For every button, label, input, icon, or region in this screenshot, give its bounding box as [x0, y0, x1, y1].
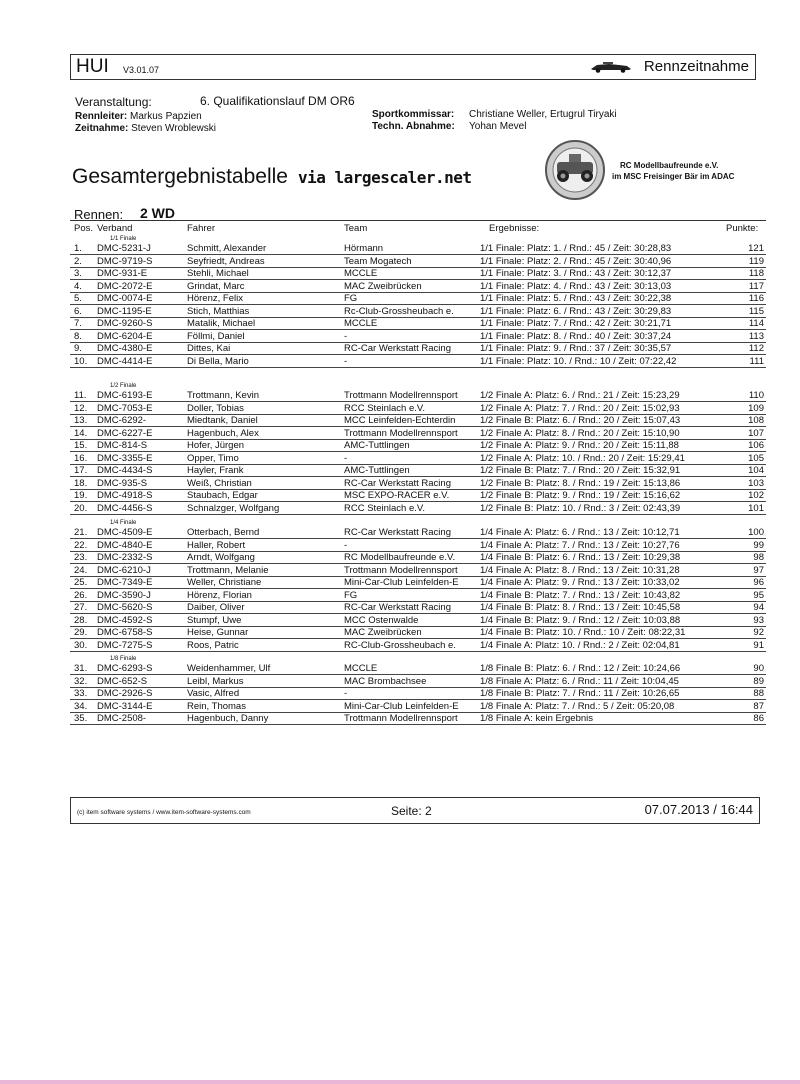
row-fahrer: Weiß, Christian [187, 477, 252, 489]
row-pos: 28. [74, 614, 88, 626]
row-ergebnis: 1/2 Finale B: Platz: 8. / Rnd.: 19 / Zeit: 15:13,86 [480, 477, 681, 489]
row-verband: DMC-6292- [97, 415, 147, 426]
row-team: MAC Brombachsee [344, 675, 427, 687]
row-ergebnis: 1/2 Finale A: Platz: 9. / Rnd.: 20 / Zeit: 15:11,88 [480, 440, 679, 451]
race-label: Rennen: [74, 207, 124, 222]
row-team: Trottmann Modellrennsport [344, 390, 458, 401]
group-label: 1/4 Finale [110, 520, 137, 526]
row-punkte: 109 [748, 402, 764, 414]
row-ergebnis: 1/4 Finale B: Platz: 8. / Rnd.: 13 / Zeit: 10:45,58 [480, 602, 681, 613]
row-divider [70, 514, 766, 515]
row-ergebnis: 1/1 Finale: Platz: 3. / Rnd.: 43 / Zeit: 30:12,37 [480, 268, 672, 279]
row-punkte: 111 [749, 355, 764, 367]
row-pos: 23. [74, 552, 88, 563]
row-pos: 17. [74, 465, 88, 476]
col-ergebnisse: Ergebnisse: [489, 223, 540, 234]
row-verband: DMC-814-S [97, 440, 148, 451]
row-team: RC-Car Werkstatt Racing [344, 477, 451, 489]
row-verband: DMC-4509-E [97, 527, 153, 538]
row-fahrer: Leibl, Markus [187, 675, 244, 687]
row-pos: 9. [74, 343, 82, 354]
row-pos: 22. [74, 539, 88, 551]
row-fahrer: Grindat, Marc [187, 280, 245, 292]
col-team: Team [344, 223, 368, 234]
row-pos: 31. [74, 663, 88, 674]
row-fahrer: Arndt, Wolfgang [187, 552, 255, 563]
row-pos: 33. [74, 688, 88, 699]
row-punkte: 110 [748, 390, 764, 401]
row-verband: DMC-3144-E [97, 700, 153, 712]
row-team: Trottmann Modellrennsport [344, 427, 458, 439]
row-verband: DMC-0074-E [97, 293, 153, 304]
row-pos: 18. [74, 477, 88, 489]
row-verband: DMC-6293-S [97, 663, 153, 674]
row-verband: DMC-6193-E [97, 390, 153, 401]
row-team: AMC-Tuttlingen [344, 465, 410, 476]
row-ergebnis: 1/8 Finale B: Platz: 6. / Rnd.: 12 / Zeit: 10:24,66 [480, 663, 681, 674]
row-punkte: 107 [748, 427, 764, 439]
row-pos: 8. [74, 330, 82, 342]
event-value: 6. Qualifikationslauf DM OR6 [200, 94, 355, 108]
row-punkte: 117 [748, 280, 764, 292]
row-ergebnis: 1/2 Finale A: Platz: 6. / Rnd.: 21 / Zeit: 15:23,29 [480, 390, 680, 401]
row-pos: 12. [74, 402, 88, 414]
row-pos: 14. [74, 427, 88, 439]
row-pos: 19. [74, 490, 88, 501]
row-team: RC-Car Werkstatt Racing [344, 343, 451, 354]
footer [70, 797, 760, 824]
row-verband: DMC-6758-S [97, 627, 153, 638]
row-team: Mini-Car-Club Leinfelden-E [344, 700, 459, 712]
row-ergebnis: 1/4 Finale B: Platz: 6. / Rnd.: 13 / Zeit: 10:29,38 [480, 552, 681, 563]
row-team: Trottmann Modellrennsport [344, 713, 458, 724]
row-team: MAC Zweibrücken [344, 627, 422, 638]
row-fahrer: Trottmann, Kevin [187, 390, 259, 401]
row-verband: DMC-1195-E [97, 305, 152, 317]
row-fahrer: Trottmann, Melanie [187, 564, 269, 576]
row-pos: 15. [74, 440, 88, 451]
row-divider [70, 724, 766, 725]
row-team: - [344, 330, 348, 342]
row-verband: DMC-6204-E [97, 330, 153, 342]
row-ergebnis: 1/4 Finale A: Platz: 9. / Rnd.: 13 / Zeit: 10:33,02 [480, 577, 680, 588]
row-verband: DMC-4592-S [97, 614, 153, 626]
row-verband: DMC-2332-S [97, 552, 153, 563]
race-value: 2 WD [140, 205, 175, 221]
row-punkte: 95 [753, 589, 764, 601]
row-ergebnis: 1/1 Finale: Platz: 7. / Rnd.: 42 / Zeit: 30:21,71 [480, 318, 672, 329]
row-ergebnis: 1/2 Finale B: Platz: 10. / Rnd.: 3 / Zeit: 02:43,39 [480, 502, 681, 514]
tech-label: Techn. Abnahme: [372, 121, 455, 132]
row-punkte: 108 [748, 415, 764, 426]
row-pos: 20. [74, 502, 88, 514]
row-fahrer: Heise, Gunnar [187, 627, 249, 638]
row-pos: 11. [74, 390, 87, 401]
row-punkte: 104 [748, 465, 764, 476]
row-ergebnis: 1/1 Finale: Platz: 4. / Rnd.: 43 / Zeit: 30:13,03 [480, 280, 672, 292]
row-ergebnis: 1/2 Finale B: Platz: 6. / Rnd.: 20 / Zeit: 15:07,43 [480, 415, 681, 426]
group-label: 1/1 Finale [110, 236, 137, 242]
app-name: HUI [76, 56, 109, 77]
row-punkte: 112 [748, 343, 764, 354]
doc-type: Rennzeitnahme [643, 58, 749, 75]
row-fahrer: Stehli, Michael [187, 268, 249, 279]
row-ergebnis: 1/2 Finale A: Platz: 7. / Rnd.: 20 / Zeit: 15:02,93 [480, 402, 680, 414]
row-fahrer: Stumpf, Uwe [187, 614, 242, 626]
row-punkte: 93 [753, 614, 764, 626]
row-fahrer: Otterbach, Bernd [187, 527, 260, 538]
row-verband: DMC-5620-S [97, 602, 153, 613]
row-punkte: 89 [753, 675, 764, 687]
row-punkte: 96 [753, 577, 764, 588]
row-punkte: 116 [748, 293, 764, 304]
row-punkte: 106 [748, 440, 764, 451]
group-label: 1/8 Finale [110, 656, 137, 662]
row-ergebnis: 1/4 Finale B: Platz: 10. / Rnd.: 10 / Zeit: 08:22,31 [480, 627, 686, 638]
row-fahrer: Hayler, Frank [187, 465, 244, 476]
row-team: - [344, 539, 348, 551]
tech-value: Yohan Mevel [469, 121, 527, 132]
row-team: FG [344, 293, 358, 304]
row-pos: 6. [74, 305, 82, 317]
row-punkte: 115 [748, 305, 764, 317]
row-punkte: 102 [748, 490, 764, 501]
row-team: RC-Car Werkstatt Racing [344, 602, 451, 613]
row-verband: DMC-931-E [97, 268, 148, 279]
col-fahrer: Fahrer [187, 223, 215, 234]
row-pos: 1. [74, 243, 82, 254]
row-punkte: 113 [748, 330, 764, 342]
row-pos: 27. [74, 602, 88, 613]
row-verband: DMC-4918-S [97, 490, 153, 501]
row-fahrer: Staubach, Edgar [187, 490, 258, 501]
row-team: MCC Ostenwalde [344, 614, 419, 626]
row-punkte: 86 [753, 713, 764, 724]
page-edge-line [0, 1080, 800, 1084]
row-pos: 4. [74, 280, 82, 292]
row-pos: 2. [74, 255, 82, 267]
col-verband: Verband [97, 223, 133, 234]
row-verband: DMC-9260-S [97, 318, 153, 329]
row-team: FG [344, 589, 358, 601]
row-team: RC-Car Werkstatt Racing [344, 527, 451, 538]
row-punkte: 99 [753, 539, 764, 551]
row-fahrer: Haller, Robert [187, 539, 246, 551]
row-punkte: 121 [748, 243, 764, 254]
row-verband: DMC-7349-E [97, 577, 153, 588]
row-ergebnis: 1/2 Finale A: Platz: 8. / Rnd.: 20 / Zeit: 15:10,90 [480, 427, 680, 439]
row-team: MAC Zweibrücken [344, 280, 422, 292]
row-fahrer: Weller, Christiane [187, 577, 262, 588]
row-verband: DMC-2926-S [97, 688, 153, 699]
row-verband: DMC-4840-E [97, 539, 153, 551]
row-verband: DMC-3590-J [97, 589, 151, 601]
row-punkte: 91 [753, 639, 764, 651]
group-label: 1/2 Finale [110, 383, 137, 389]
row-verband: DMC-2072-E [97, 280, 153, 292]
row-punkte: 88 [753, 688, 764, 699]
row-pos: 26. [74, 589, 88, 601]
row-pos: 21. [74, 527, 88, 538]
row-fahrer: Opper, Timo [187, 452, 239, 464]
row-fahrer: Stich, Matthias [187, 305, 250, 317]
row-divider [70, 651, 766, 652]
row-team: AMC-Tuttlingen [344, 440, 410, 451]
row-ergebnis: 1/1 Finale: Platz: 1. / Rnd.: 45 / Zeit: 30:28,83 [480, 243, 672, 254]
row-punkte: 100 [748, 527, 764, 538]
row-team: Hörmann [344, 243, 384, 254]
row-fahrer: Daiber, Oliver [187, 602, 245, 613]
row-pos: 13. [74, 415, 88, 426]
row-ergebnis: 1/2 Finale B: Platz: 7. / Rnd.: 20 / Zeit: 15:32,91 [480, 465, 681, 476]
row-verband: DMC-6227-E [97, 427, 153, 439]
footer-copyright: (c) item software systems / www.item-software-systems.com [77, 809, 251, 816]
watermark: via largescaler.net [298, 168, 472, 187]
commissioner-value: Christiane Weller, Ertugrul Tiryaki [469, 109, 617, 120]
row-team: - [344, 355, 348, 367]
row-ergebnis: 1/1 Finale: Platz: 9. / Rnd.: 37 / Zeit: 30:35,57 [480, 343, 672, 354]
row-fahrer: Hagenbuch, Alex [187, 427, 259, 439]
row-fahrer: Rein, Thomas [187, 700, 246, 712]
row-fahrer: Hagenbuch, Danny [187, 713, 269, 724]
row-ergebnis: 1/1 Finale: Platz: 8. / Rnd.: 40 / Zeit: 30:37,24 [480, 330, 672, 342]
row-verband: DMC-7275-S [97, 639, 153, 651]
row-ergebnis: 1/2 Finale A: Platz: 10. / Rnd.: 20 / Zeit: 15:29,41 [480, 452, 685, 464]
row-team: MCC Leinfelden-Echterdin [344, 415, 456, 426]
row-punkte: 98 [753, 552, 764, 563]
row-ergebnis: 1/1 Finale: Platz: 2. / Rnd.: 45 / Zeit: 30:40,96 [480, 255, 672, 267]
row-verband: DMC-652-S [97, 675, 148, 687]
row-punkte: 101 [748, 502, 764, 514]
row-fahrer: Weidenhammer, Ulf [187, 663, 271, 674]
row-fahrer: Matalik, Michael [187, 318, 256, 329]
row-fahrer: Di Bella, Mario [187, 355, 249, 367]
row-punkte: 118 [748, 268, 764, 279]
row-pos: 16. [74, 452, 88, 464]
row-fahrer: Schmitt, Alexander [187, 243, 267, 254]
row-punkte: 97 [753, 564, 764, 576]
row-ergebnis: 1/1 Finale: Platz: 5. / Rnd.: 43 / Zeit: 30:22,38 [480, 293, 672, 304]
row-fahrer: Dittes, Kai [187, 343, 231, 354]
row-verband: DMC-4414-E [97, 355, 153, 367]
row-fahrer: Vasic, Alfred [187, 688, 240, 699]
event-label: Veranstaltung: [75, 95, 152, 109]
row-team: MSC EXPO-RACER e.V. [344, 490, 450, 501]
col-punkte: Punkte: [726, 223, 759, 234]
row-ergebnis: 1/4 Finale A: Platz: 7. / Rnd.: 13 / Zeit: 10:27,76 [480, 539, 680, 551]
row-verband: DMC-5231-J [97, 243, 151, 254]
row-ergebnis: 1/2 Finale B: Platz: 9. / Rnd.: 19 / Zeit: 15:16,62 [480, 490, 681, 501]
row-fahrer: Miedtank, Daniel [187, 415, 258, 426]
row-ergebnis: 1/1 Finale: Platz: 6. / Rnd.: 43 / Zeit: 30:29,83 [480, 305, 672, 317]
footer-page: Seite: 2 [391, 804, 432, 818]
timing: Zeitnahme: Steven Wroblewski [75, 123, 216, 134]
footer-datetime: 07.07.2013 / 16:44 [644, 802, 753, 817]
page-title: Gesamtergebnistabelle [72, 165, 288, 188]
row-fahrer: Schnalzger, Wolfgang [187, 502, 280, 514]
commissioner-label: Sportkommissar: [372, 109, 455, 120]
row-ergebnis: 1/1 Finale: Platz: 10. / Rnd.: 10 / Zeit: 07:22,42 [480, 355, 677, 367]
row-fahrer: Hörenz, Felix [187, 293, 243, 304]
row-verband: DMC-4456-S [97, 502, 153, 514]
row-verband: DMC-7053-E [97, 402, 153, 414]
row-verband: DMC-4380-E [97, 343, 153, 354]
row-verband: DMC-2508- [97, 713, 147, 724]
row-verband: DMC-3355-E [97, 452, 153, 464]
row-team: RCC Steinlach e.V. [344, 402, 425, 414]
row-punkte: 103 [748, 477, 764, 489]
row-ergebnis: 1/4 Finale A: Platz: 10. / Rnd.: 2 / Zeit: 02:04,81 [480, 639, 680, 651]
row-team: - [344, 688, 348, 699]
row-fahrer: Seyfriedt, Andreas [187, 255, 265, 267]
row-pos: 34. [74, 700, 88, 712]
row-punkte: 92 [753, 627, 764, 638]
app-version: V3.01.07 [123, 65, 160, 75]
row-ergebnis: 1/8 Finale A: Platz: 7. / Rnd.: 5 / Zeit: 05:20,08 [480, 700, 675, 712]
row-punkte: 105 [748, 452, 764, 464]
row-pos: 25. [74, 577, 88, 588]
row-team: Rc-Club-Grossheubach e. [344, 305, 454, 317]
row-divider [70, 367, 766, 368]
row-ergebnis: 1/4 Finale B: Platz: 7. / Rnd.: 13 / Zeit: 10:43,82 [480, 589, 681, 601]
row-fahrer: Doller, Tobias [187, 402, 244, 414]
row-fahrer: Föllmi, Daniel [187, 330, 245, 342]
row-team: RCC Steinlach e.V. [344, 502, 425, 514]
row-verband: DMC-9719-S [97, 255, 153, 267]
row-team: RC Modellbaufreunde e.V. [344, 552, 456, 563]
row-punkte: 87 [753, 700, 764, 712]
row-pos: 24. [74, 564, 88, 576]
row-punkte: 114 [748, 318, 764, 329]
club-name: RC Modellbaufreunde e.V. im MSC Freisinger Bär im ADAC [612, 161, 735, 181]
row-ergebnis: 1/4 Finale B: Platz: 9. / Rnd.: 12 / Zeit: 10:03,88 [480, 614, 681, 626]
row-pos: 10. [74, 355, 88, 367]
row-fahrer: Hofer, Jürgen [187, 440, 245, 451]
row-verband: DMC-6210-J [97, 564, 151, 576]
row-team: MCCLE [344, 318, 378, 329]
row-fahrer: Roos, Patric [187, 639, 239, 651]
row-punkte: 90 [753, 663, 764, 674]
row-pos: 7. [74, 318, 82, 329]
row-team: Trottmann Modellrennsport [344, 564, 458, 576]
row-ergebnis: 1/8 Finale B: Platz: 7. / Rnd.: 11 / Zeit: 10:26,65 [480, 688, 680, 699]
row-ergebnis: 1/8 Finale A: Platz: 6. / Rnd.: 11 / Zeit: 10:04,45 [480, 675, 679, 687]
race-director: Rennleiter: Markus Papzien [75, 111, 202, 122]
row-team: RC-Club-Grossheubach e. [344, 639, 456, 651]
row-verband: DMC-935-S [97, 477, 148, 489]
row-ergebnis: 1/4 Finale A: Platz: 6. / Rnd.: 13 / Zeit: 10:12,71 [480, 527, 680, 538]
row-team: MCCLE [344, 663, 378, 674]
row-pos: 5. [74, 293, 82, 304]
row-pos: 30. [74, 639, 88, 651]
row-pos: 32. [74, 675, 88, 687]
row-pos: 35. [74, 713, 88, 724]
row-fahrer: Hörenz, Florian [187, 589, 252, 601]
row-pos: 3. [74, 268, 82, 279]
row-ergebnis: 1/8 Finale A: kein Ergebnis [480, 713, 594, 724]
row-ergebnis: 1/4 Finale A: Platz: 8. / Rnd.: 13 / Zeit: 10:31,28 [480, 564, 680, 576]
row-punkte: 94 [753, 602, 764, 613]
row-verband: DMC-4434-S [97, 465, 153, 476]
row-pos: 29. [74, 627, 88, 638]
row-team: Team Mogatech [344, 255, 412, 267]
row-punkte: 119 [748, 255, 764, 267]
row-team: Mini-Car-Club Leinfelden-E [344, 577, 459, 588]
row-team: MCCLE [344, 268, 378, 279]
row-team: - [344, 452, 348, 464]
col-pos: Pos. [74, 223, 94, 234]
